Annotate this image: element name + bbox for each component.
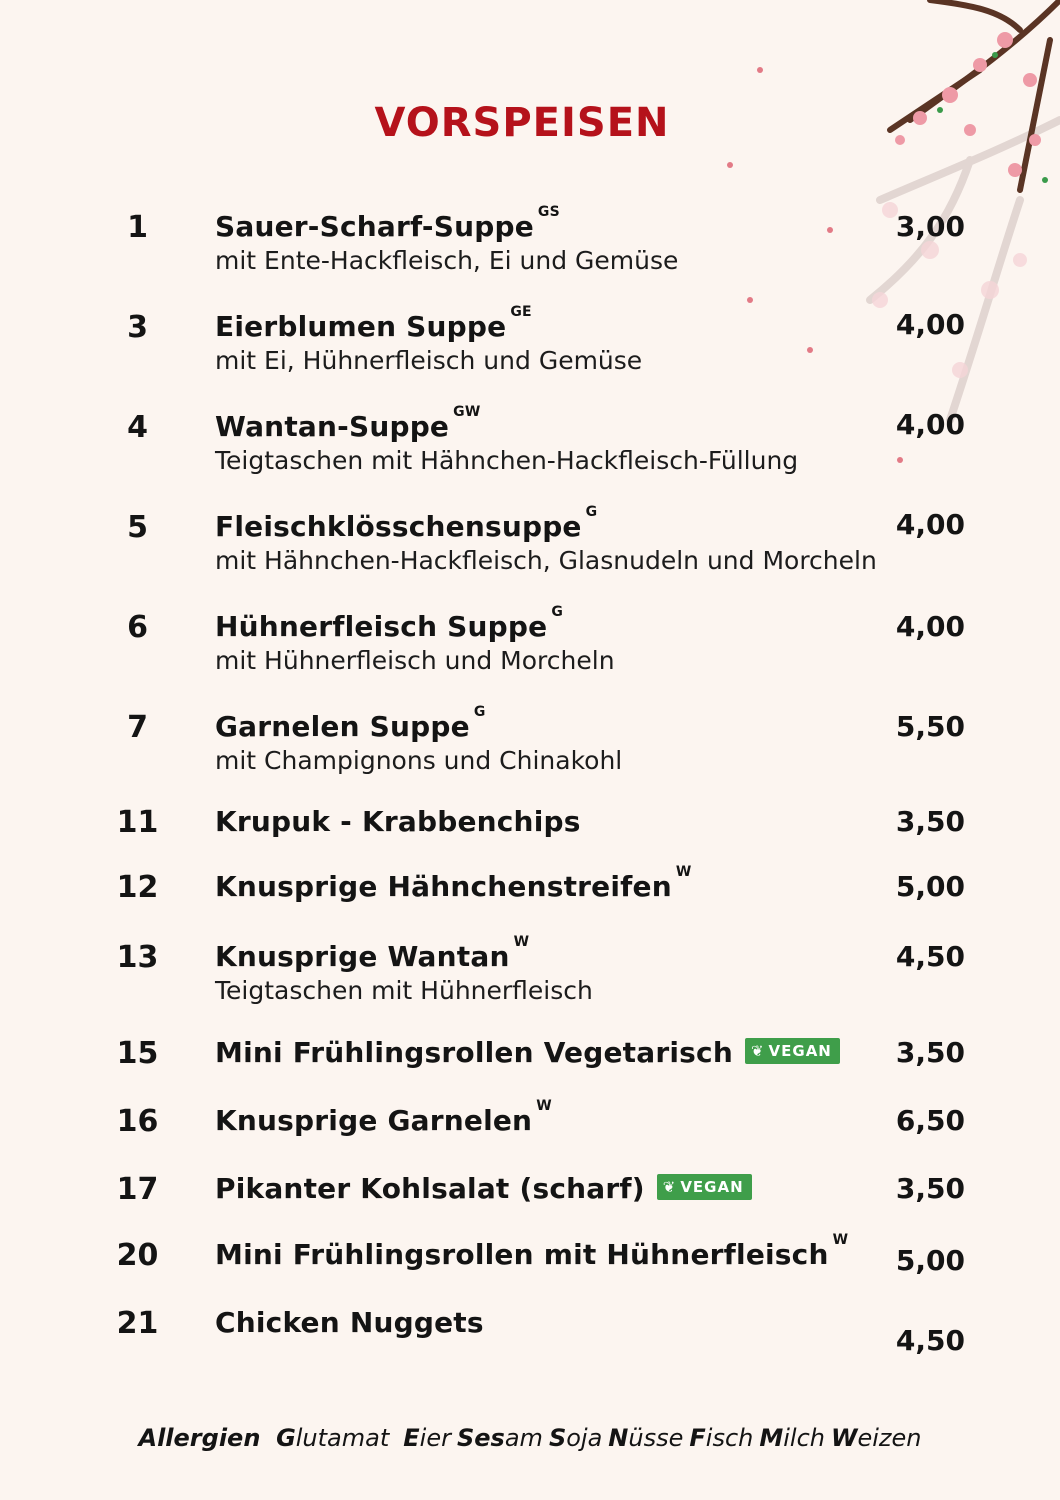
leaf-icon: ❦ — [750, 1042, 765, 1060]
item-price: 4,00 — [895, 508, 965, 541]
allergy-rest: ier — [419, 1424, 451, 1452]
item-name — [215, 1172, 752, 1205]
allergy-rest: üsse — [628, 1424, 684, 1452]
menu-item — [0, 204, 1060, 290]
item-price: 4,00 — [895, 610, 965, 643]
menu-item — [0, 934, 1060, 1020]
item-number: 11 — [116, 805, 159, 840]
item-number: 12 — [116, 870, 159, 905]
item-price: 3,00 — [895, 210, 965, 243]
item-number: 15 — [116, 1036, 159, 1071]
item-price: 6,50 — [895, 1104, 965, 1137]
allergy-entry — [759, 1424, 825, 1452]
vegan-label: VEGAN — [680, 1178, 744, 1196]
allergy-entries — [268, 1424, 921, 1452]
item-name-text: Hühnerfleisch Suppe — [215, 610, 548, 643]
allergy-entry — [403, 1424, 451, 1452]
item-name-text: Wantan-Suppe — [215, 410, 450, 443]
item-number: 4 — [127, 410, 148, 445]
allergy-entry — [549, 1424, 602, 1452]
menu-item — [0, 1306, 1060, 1386]
item-price: 4,00 — [895, 308, 965, 341]
allergy-label: Allergien — [138, 1424, 261, 1452]
item-name — [215, 1306, 484, 1339]
menu-title: VORSPEISEN — [374, 100, 670, 146]
allergy-initial: Ses — [456, 1424, 505, 1452]
allergy-entry — [608, 1424, 683, 1452]
item-name-text: Pikanter Kohlsalat (scharf) — [215, 1172, 645, 1205]
item-name — [215, 404, 481, 443]
allergen-codes: GE — [510, 304, 532, 320]
allergy-initial: S — [548, 1424, 567, 1452]
item-number: 1 — [127, 210, 148, 245]
menu-item — [0, 504, 1060, 590]
allergen-codes: GW — [453, 404, 481, 420]
item-description: mit Hähnchen-Hackfleisch, Glasnudeln und Morcheln — [215, 546, 877, 575]
item-description: mit Hühnerfleisch und Morcheln — [215, 646, 615, 675]
allergy-entry — [831, 1424, 922, 1452]
item-price: 3,50 — [895, 1036, 965, 1069]
item-name — [215, 934, 530, 973]
item-name — [215, 604, 564, 643]
allergy-entry — [689, 1424, 753, 1452]
allergy-initial: F — [689, 1424, 706, 1452]
item-name — [215, 864, 692, 903]
item-description: mit Ei, Hühnerfleisch und Gemüse — [215, 346, 643, 375]
allergy-entry — [276, 1424, 389, 1452]
vegan-badge — [745, 1038, 840, 1064]
item-name-text: Mini Frühlingsrollen Vegetarisch — [215, 1036, 733, 1069]
item-name-text: Eierblumen Suppe — [215, 310, 507, 343]
item-description: mit Ente-Hackfleisch, Ei und Gemüse — [215, 246, 679, 275]
allergen-codes: GS — [537, 204, 560, 220]
item-name — [215, 704, 486, 743]
item-name — [215, 1098, 552, 1137]
item-description: Teigtaschen mit Hühnerfleisch — [215, 976, 593, 1005]
item-number: 13 — [116, 940, 159, 975]
item-number: 17 — [116, 1172, 159, 1207]
item-name — [215, 304, 532, 343]
item-name — [215, 1232, 849, 1271]
allergen-codes: W — [513, 934, 530, 950]
item-number: 6 — [127, 610, 148, 645]
vegan-label: VEGAN — [768, 1042, 832, 1060]
item-price: 5,00 — [895, 1244, 965, 1277]
item-name — [215, 805, 581, 838]
allergy-initial: N — [608, 1424, 629, 1452]
item-name-text: Knusprige Hähnchenstreifen — [215, 870, 672, 903]
item-name-text: Chicken Nuggets — [215, 1306, 484, 1339]
item-price: 3,50 — [895, 1172, 965, 1205]
item-number: 5 — [127, 510, 148, 545]
item-number: 3 — [127, 310, 148, 345]
item-name — [215, 1036, 840, 1069]
item-price: 4,00 — [895, 408, 965, 441]
item-name-text: Sauer-Scharf-Suppe — [215, 210, 534, 243]
item-number: 21 — [116, 1306, 159, 1341]
item-name — [215, 204, 560, 243]
allergen-codes: W — [832, 1232, 849, 1248]
allergy-rest: lutamat — [295, 1424, 390, 1452]
menu-item — [0, 404, 1060, 490]
allergen-codes: G — [585, 504, 598, 520]
item-price: 4,50 — [895, 940, 965, 973]
allergen-codes: G — [551, 604, 564, 620]
menu-item — [0, 604, 1060, 690]
item-name — [215, 504, 598, 543]
item-price: 4,50 — [895, 1324, 965, 1357]
allergy-initial: W — [831, 1424, 858, 1452]
allergy-entry — [457, 1424, 543, 1452]
item-name-text: Fleischklösschensuppe — [215, 510, 582, 543]
allergy-rest: am — [504, 1424, 543, 1452]
item-price: 5,50 — [895, 710, 965, 743]
vegan-badge — [657, 1174, 752, 1200]
item-name-text: Krupuk - Krabbenchips — [215, 805, 581, 838]
item-number: 20 — [116, 1238, 159, 1273]
item-number: 7 — [127, 710, 148, 745]
allergen-codes: W — [536, 1098, 552, 1114]
allergen-codes: W — [675, 864, 692, 880]
menu-item — [0, 304, 1060, 390]
leaf-icon: ❦ — [662, 1178, 677, 1196]
item-price: 5,00 — [895, 870, 965, 903]
allergy-rest: oja — [566, 1424, 603, 1452]
item-name-text: Mini Frühlingsrollen mit Hühnerfleisch — [215, 1238, 829, 1271]
allergy-rest: ilch — [783, 1424, 825, 1452]
allergy-initial: G — [276, 1424, 296, 1452]
item-description: Teigtaschen mit Hähnchen-Hackfleisch-Füllung — [215, 446, 799, 475]
menu-item — [0, 704, 1060, 790]
allergy-legend — [0, 1424, 1060, 1452]
allergy-rest: isch — [705, 1424, 754, 1452]
item-description: mit Champignons und Chinakohl — [215, 746, 623, 775]
allergy-initial: E — [403, 1424, 420, 1452]
item-name-text: Knusprige Garnelen — [215, 1104, 533, 1137]
allergy-initial: M — [759, 1424, 784, 1452]
allergy-rest: eizen — [857, 1424, 922, 1452]
item-name-text: Garnelen Suppe — [215, 710, 470, 743]
item-name-text: Knusprige Wantan — [215, 940, 510, 973]
menu-item — [0, 864, 1060, 950]
allergen-codes: G — [473, 704, 486, 720]
item-number: 16 — [116, 1104, 159, 1139]
item-price: 3,50 — [895, 805, 965, 838]
